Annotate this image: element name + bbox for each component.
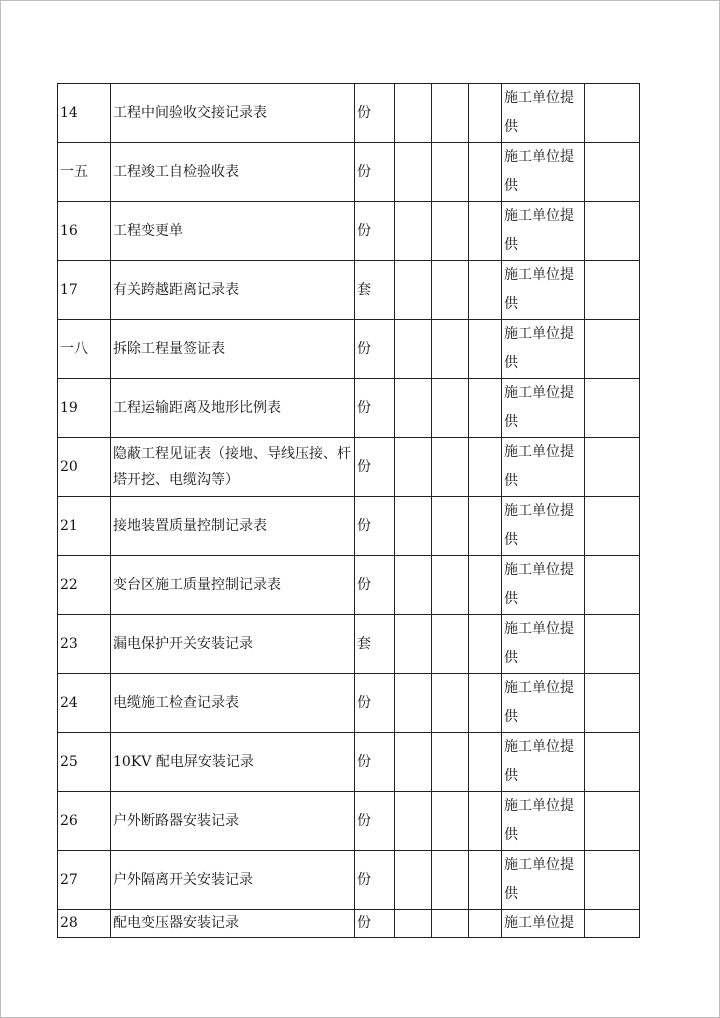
item-remark: 施工单位提供 [502, 143, 585, 202]
item-name: 有关跨越距离记录表 [111, 261, 355, 320]
row-number: 一五 [58, 143, 111, 202]
item-remark: 施工单位提供 [502, 615, 585, 674]
item-name: 隐蔽工程见证表（接地、导线压接、杆塔开挖、电缆沟等） [111, 438, 355, 497]
item-remark: 施工单位提供 [502, 320, 585, 379]
empty-cell [585, 497, 640, 556]
empty-cell [469, 674, 502, 733]
item-remark: 施工单位提供 [502, 438, 585, 497]
item-name: 工程运输距离及地形比例表 [111, 379, 355, 438]
empty-cell [469, 615, 502, 674]
empty-cell [469, 202, 502, 261]
item-unit: 份 [355, 379, 395, 438]
row-number: 28 [58, 910, 111, 938]
empty-cell [585, 202, 640, 261]
item-name: 10KV 配电屏安装记录 [111, 733, 355, 792]
row-number: 23 [58, 615, 111, 674]
empty-cell [395, 143, 432, 202]
item-remark: 施工单位提供 [502, 84, 585, 143]
item-remark: 施工单位提供 [502, 733, 585, 792]
empty-cell [585, 438, 640, 497]
empty-cell [432, 910, 469, 938]
empty-cell [585, 615, 640, 674]
empty-cell [432, 143, 469, 202]
item-name: 拆除工程量签证表 [111, 320, 355, 379]
empty-cell [432, 556, 469, 615]
table-row [58, 320, 640, 379]
item-remark: 施工单位提供 [502, 379, 585, 438]
item-remark: 施工单位提供 [502, 202, 585, 261]
empty-cell [585, 851, 640, 910]
empty-cell [432, 792, 469, 851]
empty-cell [469, 733, 502, 792]
row-number: 27 [58, 851, 111, 910]
row-number: 26 [58, 792, 111, 851]
empty-cell [469, 851, 502, 910]
empty-cell [395, 910, 432, 938]
item-unit: 份 [355, 497, 395, 556]
empty-cell [432, 261, 469, 320]
item-unit: 份 [355, 851, 395, 910]
empty-cell [469, 792, 502, 851]
empty-cell [469, 261, 502, 320]
item-remark: 施工单位提供 [502, 261, 585, 320]
item-unit: 份 [355, 202, 395, 261]
empty-cell [432, 379, 469, 438]
row-number: 22 [58, 556, 111, 615]
item-name: 工程竣工自检验收表 [111, 143, 355, 202]
empty-cell [432, 733, 469, 792]
table-row [58, 792, 640, 851]
empty-cell [585, 556, 640, 615]
item-name: 变台区施工质量控制记录表 [111, 556, 355, 615]
empty-cell [395, 261, 432, 320]
empty-cell [432, 497, 469, 556]
empty-cell [432, 438, 469, 497]
empty-cell [469, 910, 502, 938]
empty-cell [469, 438, 502, 497]
empty-cell [432, 674, 469, 733]
item-remark: 施工单位提供 [502, 851, 585, 910]
item-unit: 份 [355, 910, 395, 938]
empty-cell [585, 674, 640, 733]
empty-cell [585, 733, 640, 792]
table-row [58, 851, 640, 910]
empty-cell [395, 202, 432, 261]
item-unit: 份 [355, 733, 395, 792]
empty-cell [469, 497, 502, 556]
item-remark: 施工单位提 [502, 910, 585, 938]
item-unit: 份 [355, 320, 395, 379]
empty-cell [395, 320, 432, 379]
table-row [58, 84, 640, 143]
empty-cell [395, 379, 432, 438]
empty-cell [432, 851, 469, 910]
table-row [58, 615, 640, 674]
row-number: 14 [58, 84, 111, 143]
empty-cell [395, 615, 432, 674]
item-unit: 套 [355, 261, 395, 320]
empty-cell [585, 143, 640, 202]
empty-cell [432, 615, 469, 674]
item-unit: 份 [355, 674, 395, 733]
item-name: 工程中间验收交接记录表 [111, 84, 355, 143]
row-number: 17 [58, 261, 111, 320]
table-row [58, 674, 640, 733]
empty-cell [395, 556, 432, 615]
item-remark: 施工单位提供 [502, 497, 585, 556]
item-unit: 份 [355, 84, 395, 143]
table-row [58, 202, 640, 261]
row-number: 21 [58, 497, 111, 556]
empty-cell [432, 84, 469, 143]
empty-cell [469, 556, 502, 615]
empty-cell [395, 674, 432, 733]
item-name: 户外隔离开关安装记录 [111, 851, 355, 910]
table-body [58, 84, 640, 938]
row-number: 19 [58, 379, 111, 438]
empty-cell [585, 379, 640, 438]
item-unit: 份 [355, 556, 395, 615]
item-name: 户外断路器安装记录 [111, 792, 355, 851]
document-table [57, 83, 640, 938]
table-row [58, 910, 640, 938]
empty-cell [395, 438, 432, 497]
row-number: 20 [58, 438, 111, 497]
item-name: 工程变更单 [111, 202, 355, 261]
item-name: 电缆施工检查记录表 [111, 674, 355, 733]
empty-cell [585, 261, 640, 320]
empty-cell [585, 84, 640, 143]
empty-cell [432, 202, 469, 261]
empty-cell [585, 910, 640, 938]
item-name: 接地装置质量控制记录表 [111, 497, 355, 556]
row-number: 一八 [58, 320, 111, 379]
row-number: 24 [58, 674, 111, 733]
item-unit: 份 [355, 792, 395, 851]
empty-cell [469, 320, 502, 379]
item-unit: 份 [355, 143, 395, 202]
row-number: 16 [58, 202, 111, 261]
table-row [58, 261, 640, 320]
empty-cell [469, 379, 502, 438]
item-unit: 套 [355, 615, 395, 674]
item-name: 配电变压器安装记录 [111, 910, 355, 938]
empty-cell [585, 792, 640, 851]
item-remark: 施工单位提供 [502, 556, 585, 615]
table-row [58, 143, 640, 202]
row-number: 25 [58, 733, 111, 792]
item-remark: 施工单位提供 [502, 674, 585, 733]
empty-cell [395, 84, 432, 143]
empty-cell [585, 320, 640, 379]
table-row [58, 497, 640, 556]
table-row [58, 733, 640, 792]
table-row [58, 438, 640, 497]
empty-cell [469, 143, 502, 202]
table-row [58, 379, 640, 438]
table-row [58, 556, 640, 615]
empty-cell [395, 792, 432, 851]
empty-cell [395, 497, 432, 556]
empty-cell [469, 84, 502, 143]
item-name: 漏电保护开关安装记录 [111, 615, 355, 674]
item-remark: 施工单位提供 [502, 792, 585, 851]
empty-cell [395, 851, 432, 910]
item-unit: 份 [355, 438, 395, 497]
empty-cell [432, 320, 469, 379]
empty-cell [395, 733, 432, 792]
